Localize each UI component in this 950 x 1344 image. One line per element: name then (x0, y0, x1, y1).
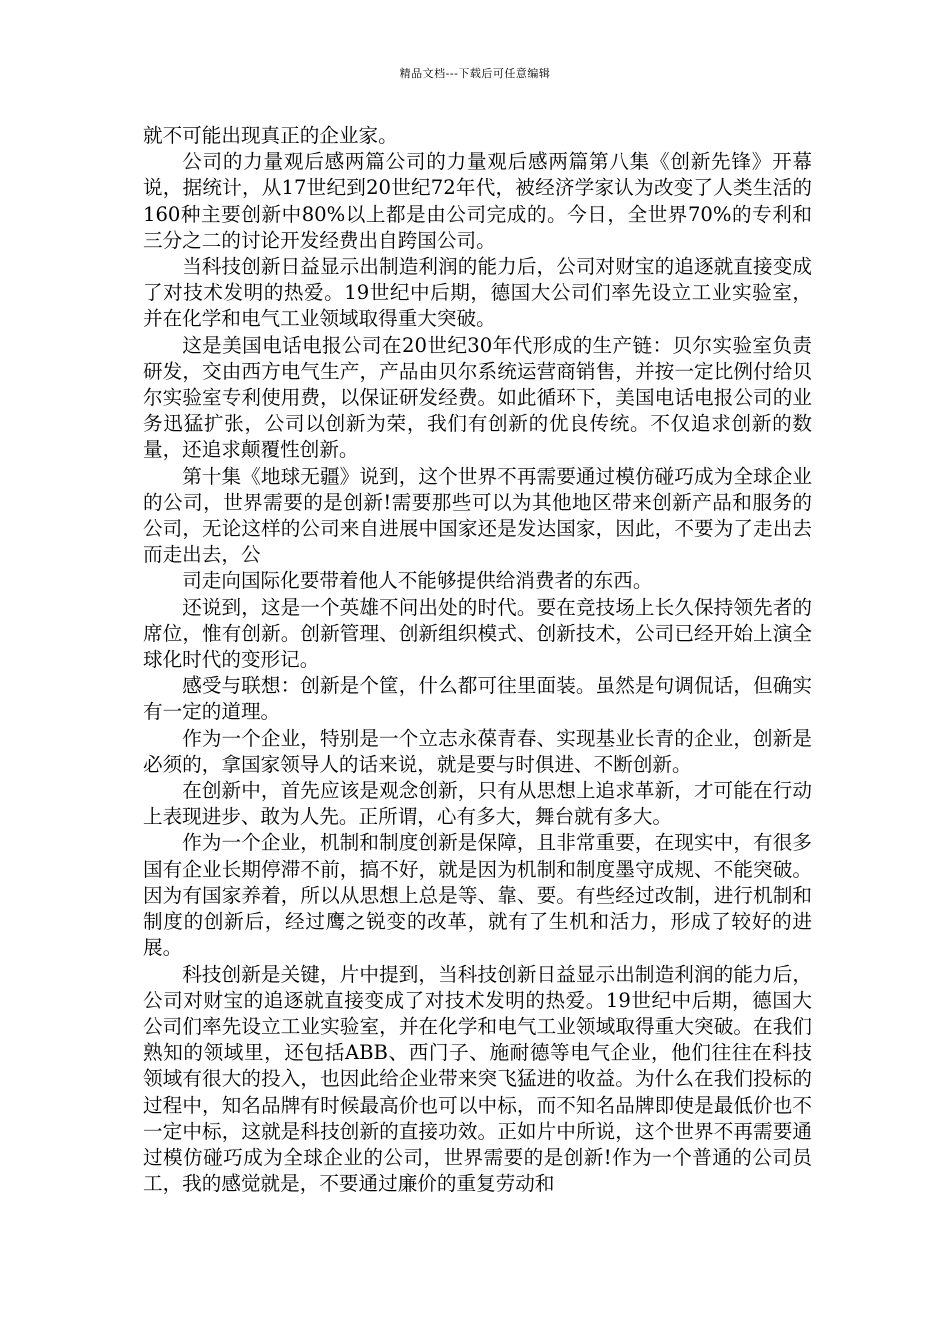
paragraph: 就不可能出现真正的企业家。 (143, 124, 398, 147)
paragraph: 这是美国电话电报公司在20世纪30年代形成的生产链：贝尔实验室负责研发，交由西方电气生产，产品由贝尔系统运营商销售，并按一定比例付给贝尔实验室专利使用费，以保证研发经费。如此循环下，美国电话电报公司的业务迅猛扩张，公司以创新为荣，我们有创新的优良传统。不仅追求创新的数量，还追求颠覆性创新。 (143, 333, 812, 462)
paragraph: 作为一个企业，特别是一个立志永葆青春、实现基业长青的企业，创新是必须的，拿国家领导人的话来说，就是要与时俱进、不断创新。 (143, 726, 812, 776)
page-header: 精品文档---下载后可任意编辑 (399, 67, 551, 80)
paragraph: 在创新中，首先应该是观念创新，只有从思想上追求革新，才可能在行动上表现进步、敢为人先。正所谓，心有多大，舞台就有多大。 (143, 779, 812, 829)
paragraph: 科技创新是关键，片中提到，当科技创新日益显示出制造利润的能力后，公司对财宝的追逐就直接变成了对技术发明的热爱。19世纪中后期，德国大公司们率先设立工业实验室，并在化学和电气工业领域取得重大突破。在我们熟知的领域里，还包括ABB、西门子、施耐德等电气企业，他们往往在科技领域有很大的投入，也因此给企业带来突飞猛进的收益。为什么在我们投标的过程中，知名品牌有时候最高价也可以中标，而不知名品牌即使是最低价也不一定中标，这就是科技创新的直接功效。正如片中所说，这个世界不再需要通过模仿碰巧成为全球企业的公司，世界需要的是创新!作为一个普通的公司员工，我的感觉就是，不要通过廉价的重复劳动和 (143, 962, 812, 1196)
paragraph: 第十集《地球无疆》说到，这个世界不再需要通过模仿碰巧成为全球企业的公司，世界需要的是创新!需要那些可以为其他地区带来创新产品和服务的公司，无论这样的公司来自进展中国家还是发达国家，因此，不要为了走出去而走出去，公 (143, 464, 812, 567)
paragraph: 司走向国际化要带着他人不能够提供给消费者的东西。 (182, 569, 653, 593)
document-body (143, 123, 812, 1197)
paragraph: 公司的力量观后感两篇公司的力量观后感两篇第八集《创新先锋》开幕说，据统计，从17世纪到20世纪72年代，被经济学家认为改变了人类生活的160种主要创新中80%以上都是由公司完成的。今日，全世界70%的专利和三分之二的讨论开发经费出自跨国公司。 (143, 150, 812, 252)
paragraph: 作为一个企业，机制和制度创新是保障，且非常重要，在现实中，有很多国有企业长期停滞不前，搞不好，就是因为机制和制度墨守成规、不能突破。因为有国家养着，所以从思想上总是等、靠、要。有些经过改制，进行机制和制度的创新后，经过鹰之锐变的改革，就有了生机和活力，形成了较好的进展。 (143, 831, 812, 960)
paragraph: 感受与联想：创新是个筐，什么都可往里面装。虽然是句调侃话，但确实有一定的道理。 (143, 674, 812, 724)
paragraph: 当科技创新日益显示出制造利润的能力后，公司对财宝的追逐就直接变成了对技术发明的热爱。19世纪中后期，德国大公司们率先设立工业实验室，并在化学和电气工业领域取得重大突破。 (143, 255, 812, 331)
paragraph: 还说到，这是一个英雄不问出处的时代。要在竞技场上长久保持领先者的席位，惟有创新。创新管理、创新组织模式、创新技术，公司已经开始上演全球化时代的变形记。 (143, 595, 812, 672)
